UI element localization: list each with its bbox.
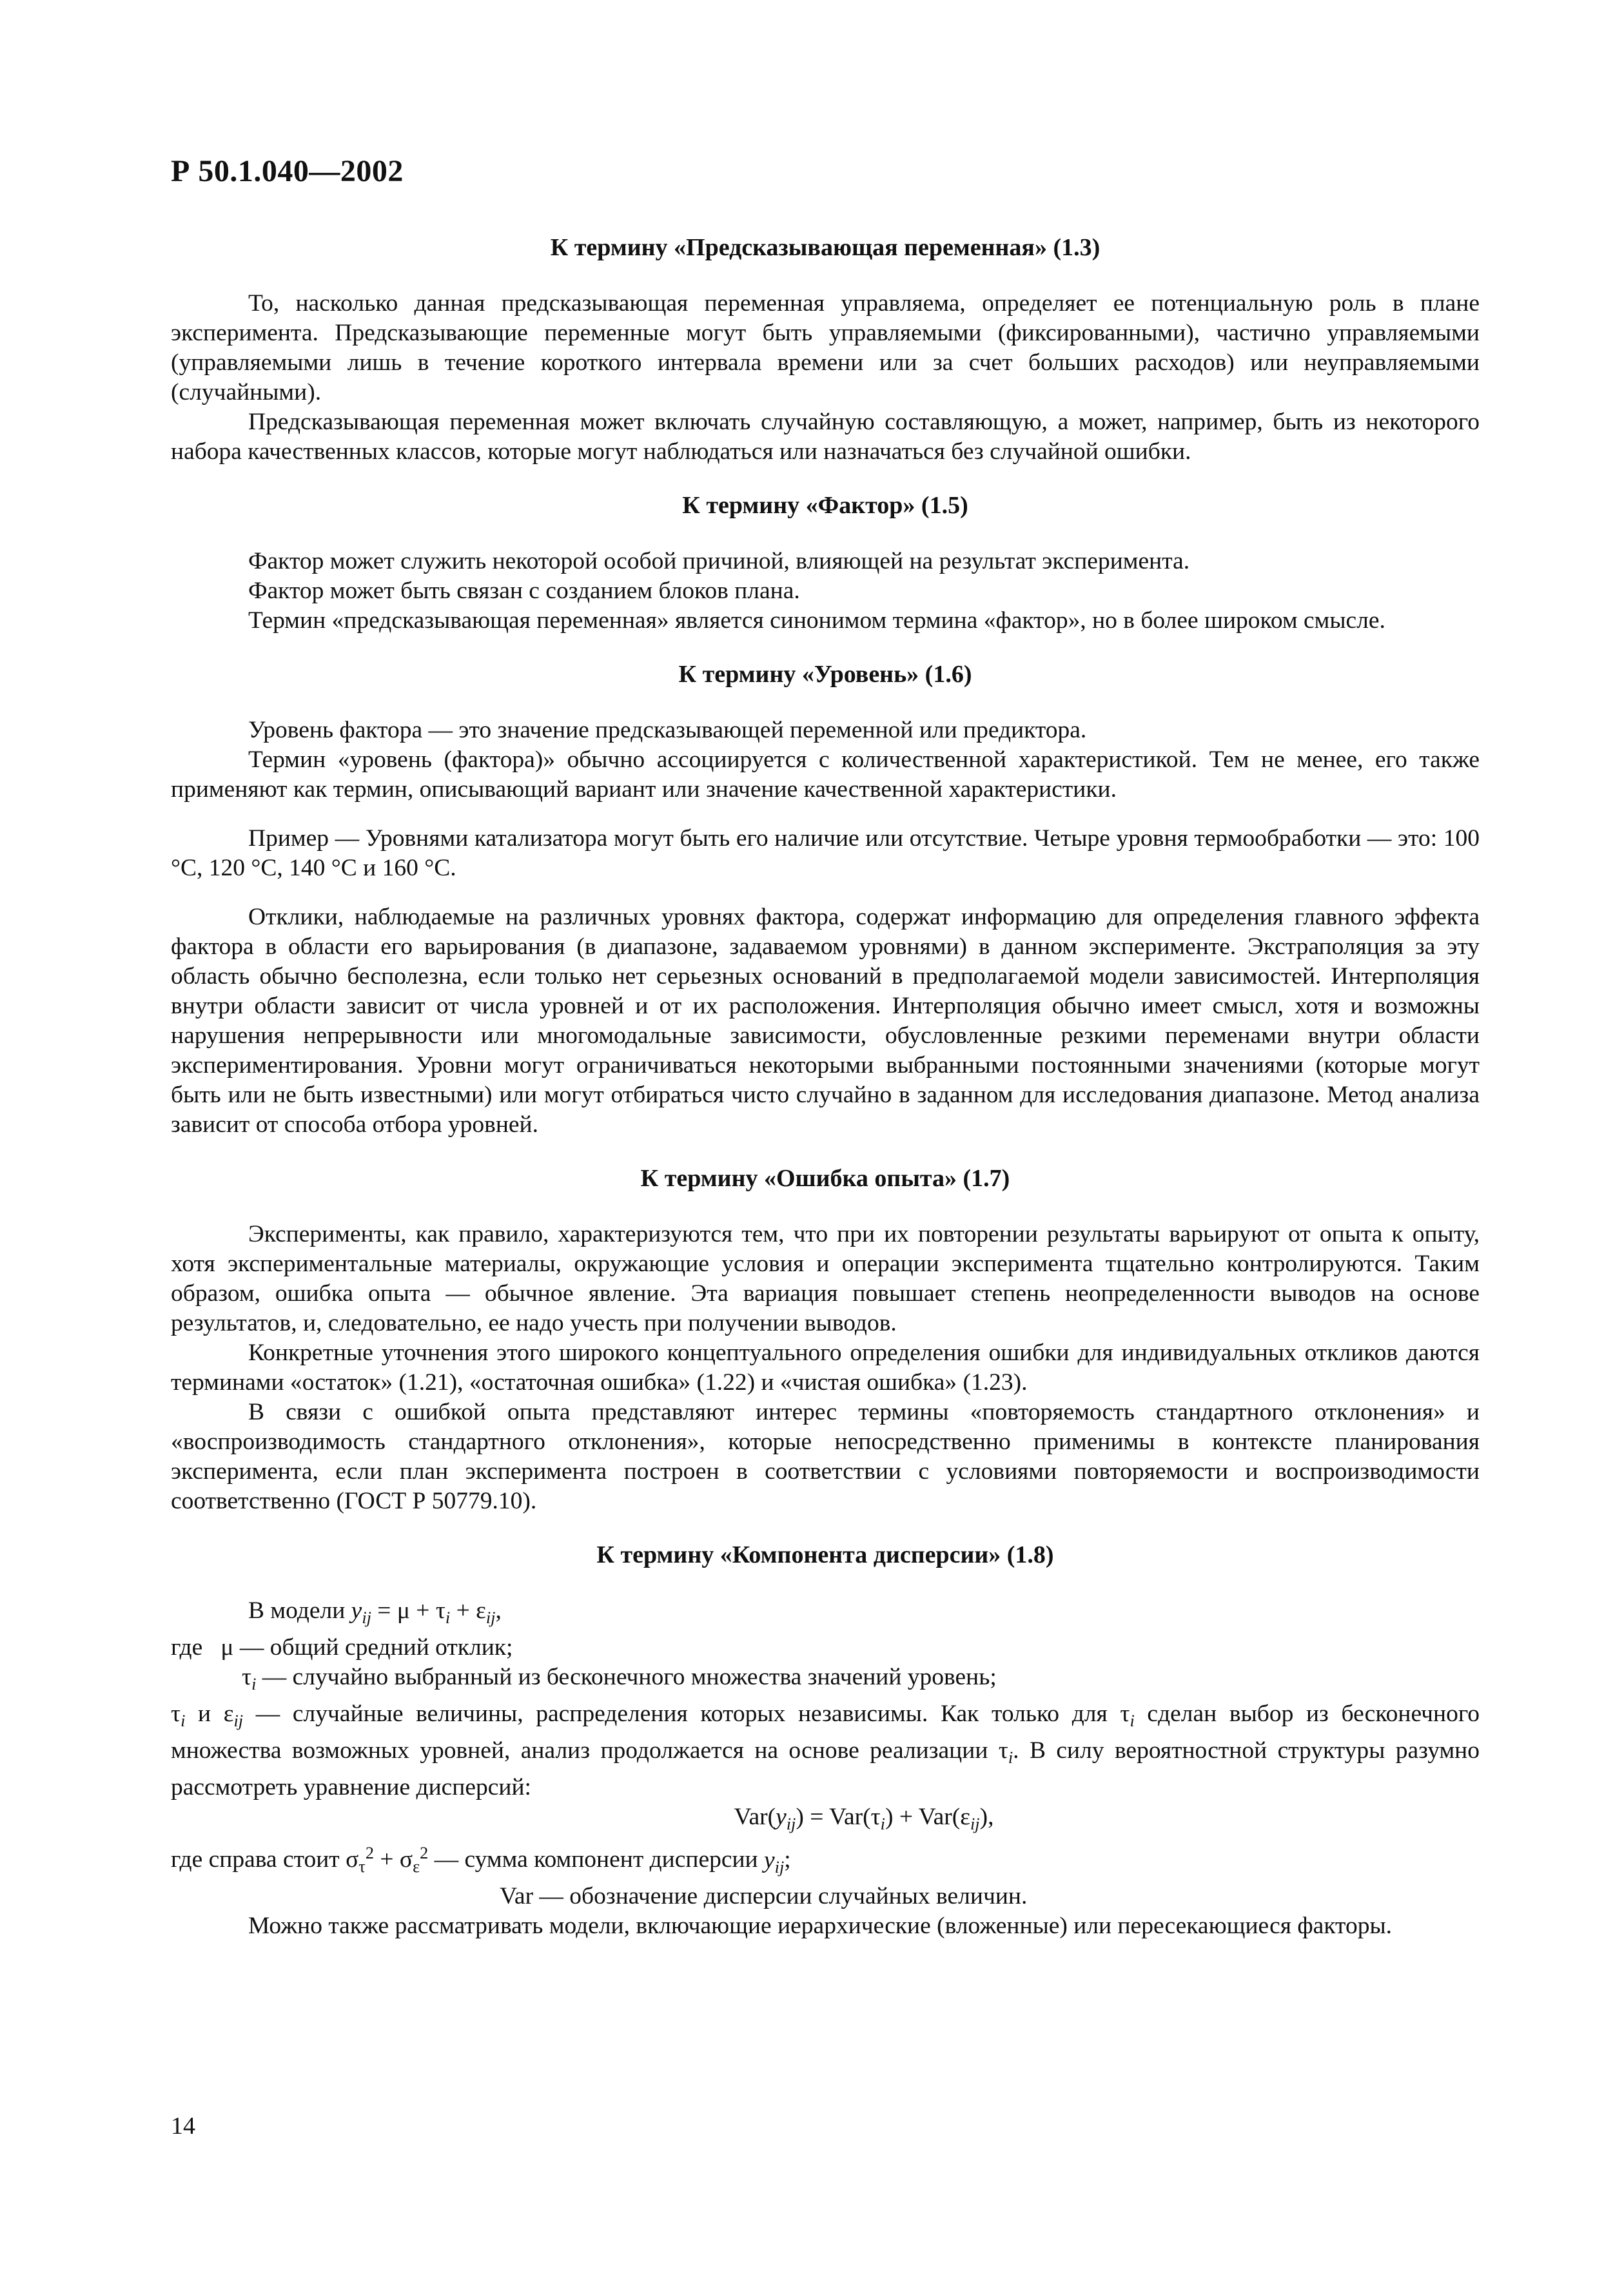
paragraph: То, насколько данная предсказывающая переменная управляема, определяет ее потенциальную роль в плане эксперимента. Предсказывающие переменные могут быть управляемыми (фиксированными), частично управляемыми (управляемыми лишь в течение короткого интервала времени или за счет больших расходов) или неуправляемыми (случайными). bbox=[171, 290, 1480, 405]
model-prefix: В модели bbox=[248, 1597, 346, 1624]
var-notation-note: Var — обозначение дисперсии случайных величин. bbox=[500, 1883, 1028, 1910]
section-title-1-7: К термину «Ошибка опыта» (1.7) bbox=[640, 1165, 1010, 1192]
paragraph: Уровень фактора — это значение предсказывающей переменной или предиктора. bbox=[248, 717, 1087, 743]
mu-definition: где μ — общий средний отклик; bbox=[171, 1634, 513, 1661]
variance-equation: $Var(y_{ij}) = Var(\tau_i) + Var(\varepsilon_{ij})$, bbox=[734, 1803, 994, 1833]
example-note: Пример — Уровнями катализатора могут быть его наличие или отсутствие. Четыре уровня термообработки — это: 100 °С, 120 °С, 140 °С и 160 °С. bbox=[171, 825, 1480, 881]
section-title-1-8: К термину «Компонента дисперсии» (1.8) bbox=[596, 1541, 1054, 1568]
section-title-1-5: К термину «Фактор» (1.5) bbox=[682, 492, 968, 519]
page-content bbox=[171, 232, 1480, 1941]
paragraph: Отклики, наблюдаемые на различных уровнях фактора, содержат информацию для определения главного эффекта фактора в области его варьирования (в диапазоне, задаваемом уровнями) в данном эксперименте. Экстраполяция за эту область обычно бесполезна, если только нет серьезных оснований в предполагаемой модели зависимостей. Интерполяция внутри области зависит от числа уровней и от их расположения. Интерполяция обычно имеет смысл, хотя и возможны нарушения непрерывности или многомодальные зависимости, обусловленные резкими переменами внутри области экспериментирования. Уровни могут ограничиваться некоторыми выбранными постоянными значениями (которые могут быть или не быть известными) или могут отбираться чисто случайно в заданном для исследования диапазоне. Метод анализа зависит от способа отбора уровней. bbox=[171, 904, 1480, 1138]
paragraph: Конкретные уточнения этого широкого концептуального определения ошибки для индивидуальных откликов даются терминами «остаток» (1.21), «остаточная ошибка» (1.22) и «чистая ошибка» (1.23). bbox=[171, 1340, 1480, 1396]
variance-components-line: где справа стоит $\sigma_\tau^2 + \sigma_\varepsilon^2$ — сумма компонент дисперсии $y_{ij}$; bbox=[171, 1844, 791, 1877]
paragraph: Термин «уровень (фактора)» обычно ассоциируется с количественной характеристикой. Тем не менее, его также применяют как термин, описывающий вариант или значение качественной характеристики. bbox=[171, 746, 1480, 803]
document-code: Р 50.1.040—2002 bbox=[171, 154, 404, 188]
section-title-1-3: К термину «Предсказывающая переменная» (1.3) bbox=[550, 234, 1101, 261]
paragraph: Фактор может быть связан с созданием блоков плана. bbox=[248, 578, 800, 604]
paragraph: Фактор может служить некоторой особой причиной, влияющей на результат эксперимента. bbox=[248, 548, 1190, 574]
paragraph: В связи с ошибкой опыта представляют интерес термины «повторяемость стандартного отклонения» и «воспроизводимость стандартного отклонения», которые непосредственно применимы в контексте планирования эксперимента, если план эксперимента построен в соответствии с условиями повторяемости и воспроизводимости соответственно (ГОСТ Р 50779.10). bbox=[171, 1399, 1480, 1514]
section-title-1-6: К термину «Уровень» (1.6) bbox=[678, 661, 972, 688]
tau-definition: $\tau_i$ — случайно выбранный из бесконечного множества значений уровень; bbox=[242, 1663, 997, 1693]
paragraph: Можно также рассматривать модели, включающие иерархические (вложенные) или пересекающиеся факторы. bbox=[248, 1913, 1393, 1940]
paragraph: Термин «предсказывающая переменная» является синонимом термина «фактор», но в более широком смысле. bbox=[248, 607, 1385, 634]
definitions bbox=[171, 1633, 1480, 1802]
paragraph: Эксперименты, как правило, характеризуются тем, что при их повторении результаты варьируют от опыта к опыту, хотя экспериментальные материалы, окружающие условия и операции эксперимента тщательно контролируются. Таким образом, ошибка опыта — обычное явление. Эта вариация повышает степень неопределенности выводов на основе результатов, и, следовательно, ее надо учесть при получении выводов. bbox=[171, 1221, 1480, 1336]
model-formula: В модели $y_{ij} = \mu + \tau_i + \varepsilon_{ij}$, bbox=[248, 1597, 502, 1627]
page-number: 14 bbox=[171, 2112, 195, 2140]
random-definition: $\tau_i$ и $\varepsilon_{ij}$ — случайные величины, распределения которых независимы. Как только для $\tau_i$ сделан выбор из бесконечного множества возможных уровней, анализ продолжается на основе реализации $\tau_i$. В силу вероятностной структуры разумно рассмотреть уравнение дисперсий: bbox=[171, 1700, 1480, 1800]
paragraph: Предсказывающая переменная может включать случайную составляющую, а может, например, быть из некоторого набора качественных классов, которые могут наблюдаться или назначаться без случайной ошибки. bbox=[171, 409, 1480, 465]
